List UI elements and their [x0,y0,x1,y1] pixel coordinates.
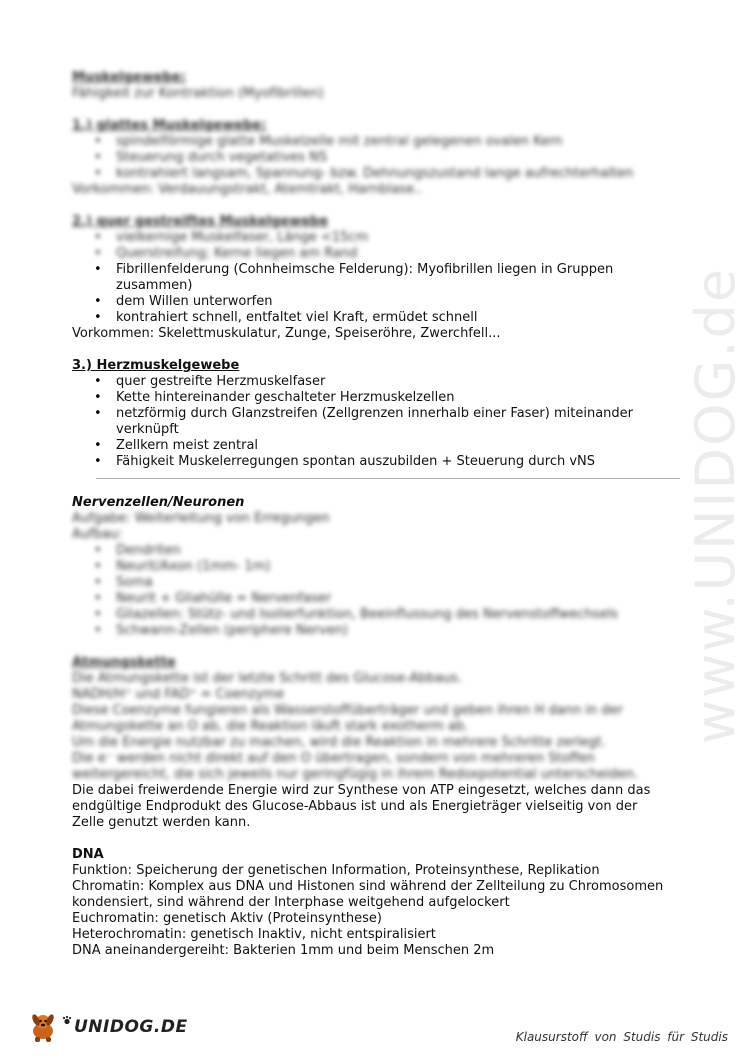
muscle-section-blurred [72,70,682,262]
smooth-muscle-heading: 1.) glattes Muskelgewebe: [72,118,267,133]
unidog-logo[interactable] [26,1010,188,1044]
list-item: • spindelförmige glatte Muskelzelle mit zentral gelegenen ovalen Kern [116,134,682,150]
list-item: • vielkernige Muskelfaser, Länge <15cm [116,230,682,246]
neurons-structure: Aufbau: [72,527,123,542]
list-item: • Steuerung durch vegetatives NS [116,150,682,166]
neurons-title: Nervenzellen/Neuronen [72,495,245,510]
list-item: • Soma [116,575,682,591]
list-item: • kontrahiert schnell, entfaltet viel Kraft, ermüdet schnell [116,310,682,326]
muscle-title: Muskelgewebe: [72,70,186,85]
list-item: • kontrahiert langsam, Spannung- bzw. Dehnungszustand lange aufrechterhalten [116,166,682,182]
respiratory-title: Atmungskette [72,655,176,670]
striated-muscle-occurrence: Vorkommen: Skelettmuskulatur, Zunge, Speiseröhre, Zwerchfell... [72,326,501,341]
list-item: • netzförmig durch Glanzstreifen (Zellgrenzen innerhalb einer Faser) miteinander verknüpft [116,406,656,438]
list-item: • Neurit + Gliahülle = Nervenfaser [116,591,682,607]
list-item: • Fähigkeit Muskelerregungen spontan auszubilden + Steuerung durch vNS [116,454,682,470]
section-divider [96,478,680,479]
respiratory-line: Diese Coenzyme fungieren als Wasserstoffüberträger und geben ihren H dann in der [72,703,623,718]
dna-euchromatin: Euchromatin: genetisch Aktiv (Proteinsynthese) [72,911,382,926]
respiratory-line: Atmungskette an O ab, die Reaktion läuft stark exotherm ab. [72,719,469,734]
dna-title: DNA [72,847,104,862]
respiratory-conclusion: Die dabei freiwerdende Energie wird zur Synthese von ATP eingesetzt, welches dann das endgültige Endprodukt des Glucose-Abbaus ist und als Energieträger vielseitig von der Zelle genutzt werden kann. [72,783,651,830]
list-item: • dem Willen unterworfen [116,294,682,310]
neurons-section-blurred [72,511,682,783]
dog-icon [26,1010,60,1044]
dna-function: Funktion: Speicherung der genetischen Information, Proteinsynthese, Replikation [72,863,600,878]
muscle-intro: Fähigkeit zur Kontraktion (Myofibrillen) [72,86,324,101]
respiratory-line: Die Atmungskette ist der letzte Schritt des Glucose-Abbaus. [72,671,462,686]
dna-heterochromatin: Heterochromatin: genetisch Inaktiv, nicht entspiralisiert [72,927,436,942]
footer-tagline: Klausurstoff von Studis für Studis [515,1030,728,1044]
logo-text: UNIDOG.DE [74,1017,188,1037]
list-item: • Zellkern meist zentral [116,438,682,454]
list-item: • Neurit/Axon (1mm- 1m) [116,559,682,575]
dna-length: DNA aneinandergereiht: Bakterien 1mm und beim Menschen 2m [72,943,495,958]
cardiac-muscle-heading: 3.) Herzmuskelgewebe [72,358,240,373]
cardiac-muscle-list [72,374,682,470]
watermark-text: www.UNIDOG.de [684,266,748,744]
respiratory-line: Die e⁻ werden nicht direkt auf den O übertragen, sondern von mehreren Stoffen [72,751,595,766]
neurons-task: Aufgabe: Weiterleitung von Erregungen [72,511,330,526]
smooth-muscle-list [72,134,682,182]
striated-muscle-list [72,262,682,326]
striated-muscle-list-blurred [72,230,682,262]
neurons-list [72,543,682,639]
dna-chromatin: Chromatin: Komplex aus DNA und Histonen sind während der Zellteilung zu Chromosomen kondensiert, sind während der Interphase weitgehend aufgelockert [72,879,664,910]
list-item: • Schwann-Zellen (periphere Nerven) [116,623,682,639]
document-body [72,70,682,959]
smooth-muscle-occurrence: Vorkommen: Verdauungstrakt, Atemtrakt, Harnblase.. [72,182,423,197]
striated-muscle-heading: 2.) quer gestreiftes Muskelgewebe [72,214,329,229]
list-item: • Gliazellen: Stütz- und Isolierfunktion, Beeinflussung des Nervenstoffwechsels [116,607,682,623]
list-item: • Dendriten [116,543,682,559]
list-item: • Fibrillenfelderung (Cohnheimsche Felderung): Myofibrillen liegen in Gruppen zusammen) [116,262,656,294]
respiratory-line: Um die Energie nutzbar zu machen, wird die Reaktion in mehrere Schritte zerlegt. [72,735,606,750]
respiratory-line: weitergereicht, die sich jeweils nur geringfügig in ihrem Redoxpotential unterscheiden. [72,767,639,782]
respiratory-line: NADH/H⁺ und FAD⁺ = Coenzyme [72,687,285,702]
paw-icon [62,1015,72,1025]
list-item: • Querstreifung; Kerne liegen am Rand [116,246,682,262]
list-item: • Kette hintereinander geschalteter Herzmuskelzellen [116,390,682,406]
list-item: • quer gestreifte Herzmuskelfaser [116,374,682,390]
